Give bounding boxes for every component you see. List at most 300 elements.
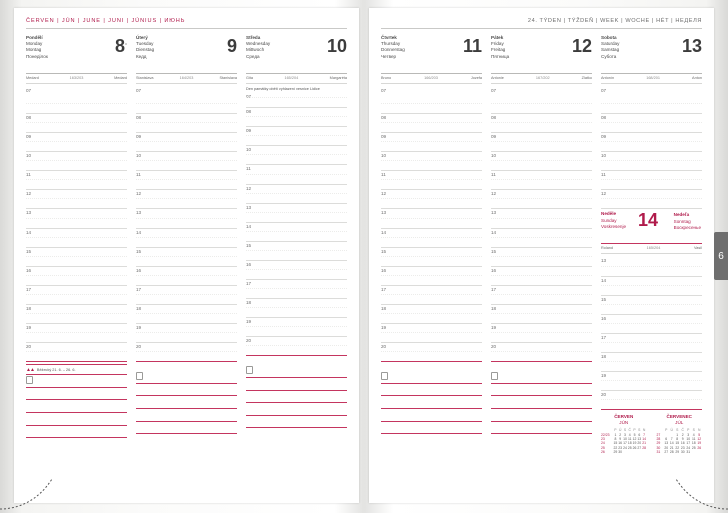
hour-slot[interactable]	[491, 343, 592, 362]
hour-label: 17	[246, 281, 252, 287]
hour-slot[interactable]	[26, 305, 127, 324]
hour-slot[interactable]	[491, 152, 592, 171]
day-number: 8°	[114, 36, 127, 56]
hour-label: 16	[381, 267, 387, 273]
hour-label: 09	[26, 134, 32, 140]
bookmark-icon	[381, 372, 388, 380]
hour-label: 10	[136, 153, 142, 159]
bookmark-icon	[491, 372, 498, 380]
hour-slot[interactable]	[601, 334, 702, 353]
day-number: 13	[681, 36, 702, 56]
note-line[interactable]	[381, 422, 482, 435]
mini-calendar-july	[657, 414, 703, 454]
hour-label: 13	[136, 210, 142, 216]
day-name-de: Freitag	[491, 47, 506, 53]
hour-slot[interactable]	[26, 171, 127, 190]
hour-slot[interactable]	[601, 277, 702, 296]
hour-label: 16	[136, 267, 142, 273]
hour-slot[interactable]	[26, 114, 127, 133]
day-name-de: Donnerstag	[381, 47, 405, 53]
day-name-cz: Sobota	[601, 35, 617, 40]
week-note-text: Běžecký 21. 6. – 26. 6.	[36, 367, 76, 372]
hour-label: 18	[491, 305, 497, 311]
hour-slot[interactable]	[26, 209, 127, 228]
bookmark-icon	[136, 372, 143, 380]
day-name-cz: Pondělí	[26, 35, 43, 40]
hour-label: 15	[491, 248, 497, 254]
hour-label: 11	[136, 172, 141, 178]
hour-label: 15	[601, 296, 607, 302]
nameday-row	[381, 74, 482, 84]
nameday-right: Vasil	[694, 246, 702, 251]
hour-slot[interactable]	[601, 391, 702, 410]
day-number: 9	[226, 36, 237, 56]
hour-label: 12	[246, 185, 252, 191]
note-line[interactable]	[491, 396, 592, 409]
hour-label: 17	[136, 286, 142, 292]
hour-label: 18	[381, 305, 387, 311]
hour-slot[interactable]	[136, 229, 237, 248]
hour-slot[interactable]	[381, 87, 482, 114]
hour-slot[interactable]	[136, 286, 237, 305]
hour-label: 07	[246, 94, 252, 100]
day-name-de: Dienstag	[136, 47, 155, 53]
note-line[interactable]	[381, 396, 482, 409]
month-tab-6[interactable]: 6	[714, 232, 728, 280]
hour-label: 07	[491, 88, 497, 93]
hour-label: 09	[246, 128, 252, 134]
hour-slot[interactable]	[26, 267, 127, 286]
hour-label: 11	[491, 172, 496, 178]
holiday-note: Den památky obětí vyhlazení vesnice Lidice	[246, 87, 320, 91]
hour-label: 12	[601, 191, 607, 197]
degree-mark: °	[125, 43, 127, 49]
hour-slot[interactable]	[491, 171, 592, 190]
day-name-en: Tuesday	[136, 41, 154, 47]
hour-slot[interactable]	[381, 133, 482, 152]
nameday-left: Antonie	[491, 76, 504, 80]
hour-slots-sunday	[601, 257, 702, 410]
hour-slot[interactable]	[26, 87, 127, 114]
note-line[interactable]	[246, 403, 347, 416]
hour-slot[interactable]	[601, 353, 702, 372]
hour-label: 07	[601, 88, 607, 93]
mini-week-row: 26 29 30	[601, 450, 623, 455]
day-name-de: Montag	[26, 47, 42, 53]
note-line[interactable]	[246, 391, 347, 404]
hour-slot[interactable]	[136, 87, 237, 114]
hour-label: 17	[491, 286, 497, 292]
hour-label: 13	[601, 258, 607, 264]
hour-slot[interactable]	[246, 261, 347, 280]
day-of-year: 164/203	[179, 76, 194, 80]
hour-label: 11	[26, 172, 31, 178]
nameday-left: Bruno	[381, 76, 392, 80]
mini-calendar-table-july: P Ú S Č P S N 27 1 2 3 4 5 28 6 7 8 9 10 11 12 29 13 14 15 16 17 18 19 30 20 21 22 23 24 25 26 31 27 28 29 30 31	[656, 428, 702, 455]
hour-slot[interactable]	[601, 114, 702, 133]
day-name-cz: Čtvrtek	[381, 35, 397, 40]
hour-label: 13	[381, 210, 387, 216]
mini-week-row: 23 8 9 10 11 12 13 14	[601, 437, 646, 442]
day-names	[136, 35, 237, 60]
hour-slot[interactable]	[136, 152, 237, 171]
day-of-year: 167/202	[535, 76, 550, 80]
nameday-row	[136, 74, 237, 84]
hour-label: 16	[601, 315, 607, 321]
day-column-weekend	[601, 35, 702, 455]
hour-slot[interactable]	[246, 127, 347, 146]
hour-slot[interactable]	[601, 87, 702, 114]
hour-label: 13	[491, 210, 497, 216]
hour-slot[interactable]	[246, 337, 347, 356]
day-name-en: Monday	[26, 41, 43, 47]
hour-slot[interactable]	[381, 171, 482, 190]
hour-slot[interactable]	[26, 324, 127, 343]
mini-calendars	[601, 414, 702, 454]
day-of-year: 166/203	[424, 76, 438, 80]
note-lines[interactable]	[246, 365, 347, 428]
day-column-thursday	[381, 35, 482, 455]
nameday-left: Gita	[246, 76, 253, 80]
hour-label: 19	[136, 325, 142, 331]
hour-slot[interactable]	[601, 190, 702, 209]
day-name-ru: Четвер	[381, 53, 397, 59]
nameday-right: Stanislava	[219, 76, 237, 80]
hour-label: 18	[601, 353, 607, 359]
day-name-ru: Среда	[246, 53, 260, 59]
hour-slot[interactable]	[381, 152, 482, 171]
sunday-block	[601, 211, 702, 254]
hour-label: 17	[26, 286, 32, 292]
hour-label: 14	[601, 277, 607, 283]
hour-slot[interactable]	[381, 114, 482, 133]
bookmark-icon	[26, 376, 33, 384]
day-header	[246, 35, 347, 74]
hour-slot[interactable]	[136, 171, 237, 190]
hour-label: 15	[381, 248, 387, 254]
day-name-cz-sk: Nedeľa	[673, 212, 690, 218]
nameday-right: Jozefa	[470, 76, 482, 80]
sunday-header	[601, 211, 702, 244]
mini-calendar-table-june: P Ú S Č P S N 22/23 1 2 3 4 5 6 7 23 8 9 10 11 12 13 14 24 15 16 17 18 19 20 21 25 22 23 24 25 26 27 28 26 29 30	[601, 428, 646, 455]
hour-slot[interactable]	[381, 305, 482, 324]
note-line[interactable]	[491, 371, 592, 384]
hour-slot[interactable]	[136, 114, 237, 133]
hour-label: 18	[26, 305, 32, 311]
hour-slot[interactable]	[491, 190, 592, 209]
nameday-left: Stanislava	[136, 76, 154, 80]
hour-label: 16	[26, 267, 32, 273]
hour-slot[interactable]	[491, 114, 592, 133]
hour-label: 14	[381, 229, 387, 235]
hour-label: 11	[601, 172, 606, 178]
nameday-row	[246, 74, 347, 84]
hour-label: 17	[381, 286, 387, 292]
hour-label: 11	[381, 172, 386, 178]
hour-label: 20	[136, 344, 142, 350]
right-week-header: 24. TÝDEN | TÝŽDEŇ | WEEK | WOCHE | HÉT | НЕДЕЛЯ	[381, 18, 702, 29]
hour-label: 10	[491, 153, 497, 159]
day-name-en: Thursday	[381, 41, 401, 47]
week-note	[26, 364, 127, 375]
day-name-cz: Středa	[246, 35, 261, 40]
mini-week-row: 22/23 1 2 3 4 5 6 7	[601, 432, 646, 437]
hour-slot[interactable]	[491, 229, 592, 248]
hour-slot[interactable]	[381, 286, 482, 305]
hour-label: 08	[246, 109, 252, 115]
hour-slot[interactable]	[491, 324, 592, 343]
hour-slots	[381, 87, 482, 362]
note-marker-icon: ▲▲	[26, 366, 34, 373]
hour-label: 12	[381, 191, 387, 197]
hour-slot[interactable]	[381, 248, 482, 267]
bookmark-icon	[246, 366, 253, 374]
hour-slot[interactable]	[381, 343, 482, 362]
hour-label: 10	[601, 153, 607, 159]
hour-slot[interactable]	[246, 223, 347, 242]
hour-label: 13	[246, 204, 252, 210]
hour-slot[interactable]	[381, 267, 482, 286]
note-line[interactable]	[136, 409, 237, 422]
note-line[interactable]	[381, 409, 482, 422]
hour-label: 07	[26, 88, 32, 93]
note-line[interactable]	[26, 426, 127, 439]
hour-slot[interactable]	[246, 204, 347, 223]
hour-slot[interactable]	[601, 315, 702, 334]
note-lines[interactable]	[381, 371, 482, 434]
mini-week-row: 30 20 21 22 23 24 25 26	[656, 445, 702, 450]
hour-label: 07	[381, 88, 387, 93]
sunday-number: 14	[637, 210, 658, 231]
hour-slot[interactable]	[246, 93, 347, 108]
hour-slot[interactable]	[246, 280, 347, 299]
note-line[interactable]	[491, 422, 592, 435]
hour-slot[interactable]	[381, 209, 482, 228]
day-header	[491, 35, 592, 74]
mini-calendar-june	[601, 414, 647, 454]
hour-label: 08	[381, 115, 387, 120]
hour-slot[interactable]	[136, 190, 237, 209]
day-name-ru2: Воскресенье	[673, 224, 701, 230]
hour-slot[interactable]	[136, 267, 237, 286]
nameday-row	[491, 74, 592, 84]
day-of-year: 165/204	[646, 246, 661, 251]
day-column-tuesday	[136, 35, 237, 438]
day-column-wednesday	[246, 35, 347, 438]
hour-label: 10	[26, 153, 32, 159]
hour-slot[interactable]	[601, 133, 702, 152]
mini-week-row: 27 1 2 3 4 5	[656, 432, 701, 437]
hour-label: 08	[491, 115, 497, 120]
note-line[interactable]	[381, 384, 482, 397]
day-name-cz: Neděle	[601, 211, 617, 217]
hour-label: 11	[246, 166, 251, 172]
day-of-year: 165/204	[284, 76, 299, 80]
right-day-columns	[381, 35, 702, 455]
hour-slot[interactable]	[136, 324, 237, 343]
day-header	[381, 35, 482, 74]
hour-label: 20	[246, 338, 252, 344]
hour-slot[interactable]	[491, 305, 592, 324]
note-lines[interactable]	[136, 371, 237, 434]
hour-label: 16	[246, 261, 252, 267]
hour-slot[interactable]	[26, 152, 127, 171]
nameday-row	[601, 74, 702, 84]
hour-slot[interactable]	[136, 133, 237, 152]
note-line[interactable]	[246, 416, 347, 429]
note-line[interactable]	[26, 413, 127, 426]
note-line[interactable]	[136, 422, 237, 435]
hour-label: 15	[26, 248, 32, 254]
hour-slots	[26, 87, 127, 362]
hour-label: 09	[491, 134, 497, 140]
hour-slot[interactable]	[381, 190, 482, 209]
note-line[interactable]	[136, 396, 237, 409]
day-name-de: Sonntag	[673, 218, 691, 224]
nameday-right: Medard	[114, 76, 127, 80]
hour-slot[interactable]	[246, 108, 347, 127]
hour-label: 19	[246, 319, 252, 325]
hour-slot[interactable]	[136, 305, 237, 324]
mini-week-row: 31 27 28 29 30 31	[656, 450, 691, 455]
day-of-year: 168/201	[646, 76, 660, 80]
hour-slot[interactable]	[601, 257, 702, 276]
note-line[interactable]	[136, 371, 237, 384]
note-line[interactable]	[26, 388, 127, 401]
hour-slot[interactable]	[381, 324, 482, 343]
day-name-ru: Пятница	[491, 53, 510, 59]
day-names	[26, 35, 127, 60]
nameday-left: Roland	[601, 246, 614, 251]
left-month-header: ČERVEN | JÚN | JUNE | JUNI | JÚNIUS | ИЮНЬ	[26, 18, 347, 29]
hour-slot[interactable]	[601, 372, 702, 391]
hour-label: 15	[136, 248, 142, 254]
day-name-en: Friday	[491, 41, 504, 47]
hour-label: 20	[26, 344, 32, 350]
day-name-en: Wednesday	[246, 41, 271, 47]
hour-label: 15	[246, 242, 252, 248]
nameday-left: Medard	[26, 76, 39, 80]
hour-label: 19	[601, 373, 607, 379]
hour-label: 09	[601, 134, 607, 140]
hour-slot[interactable]	[26, 343, 127, 362]
hour-slot[interactable]	[246, 165, 347, 184]
hour-label: 16	[491, 267, 497, 273]
hour-label: 08	[26, 115, 32, 120]
hour-slots	[136, 87, 237, 362]
hour-label: 14	[246, 223, 252, 229]
day-column-friday	[491, 35, 592, 455]
hour-label: 09	[136, 134, 142, 140]
day-name-ru: Понеділок	[26, 53, 48, 59]
hour-slots	[491, 87, 592, 362]
note-lines[interactable]	[491, 371, 592, 434]
day-name-ru: Voskresenje	[601, 223, 627, 229]
hour-label: 10	[246, 147, 252, 153]
day-name-cz: Pátek	[491, 35, 504, 40]
day-name-ru: Кедд	[136, 53, 147, 59]
hour-slot[interactable]	[601, 171, 702, 190]
day-name-de: Mittwoch	[246, 47, 265, 53]
note-line[interactable]	[136, 384, 237, 397]
hour-slot[interactable]	[26, 229, 127, 248]
note-line[interactable]	[491, 384, 592, 397]
day-column-monday	[26, 35, 127, 438]
note-line[interactable]	[26, 375, 127, 388]
nameday-row-sunday	[601, 244, 702, 254]
nameday-row	[26, 74, 127, 84]
hour-slot[interactable]	[601, 152, 702, 171]
day-number: 12	[571, 36, 592, 56]
note-line[interactable]	[246, 378, 347, 391]
hour-slot[interactable]	[26, 248, 127, 267]
hour-slot[interactable]	[491, 209, 592, 228]
hour-slot[interactable]	[246, 185, 347, 204]
hour-slot[interactable]	[26, 133, 127, 152]
hour-label: 09	[381, 134, 387, 140]
hour-slot[interactable]	[381, 229, 482, 248]
mini-week-row: 29 13 14 15 16 17 18 19	[656, 441, 702, 446]
hour-label: 20	[601, 392, 607, 398]
hour-slot[interactable]	[136, 209, 237, 228]
hour-slot[interactable]	[246, 242, 347, 261]
mini-week-row: 25 22 23 24 25 26 27 28	[601, 445, 646, 450]
note-line[interactable]	[246, 365, 347, 378]
hour-slot[interactable]	[246, 299, 347, 318]
note-lines[interactable]	[26, 375, 127, 438]
hour-slot[interactable]	[491, 87, 592, 114]
hour-label: 18	[136, 305, 142, 311]
hour-label: 18	[246, 300, 252, 306]
hour-label: 07	[136, 88, 142, 93]
hour-label: 12	[26, 191, 32, 197]
hour-slot[interactable]	[246, 318, 347, 337]
nameday-right: Anton	[692, 76, 702, 80]
hour-label: 14	[136, 229, 142, 235]
hour-label: 19	[381, 325, 387, 331]
day-name-en: Sunday	[601, 217, 617, 223]
hour-slot[interactable]	[491, 133, 592, 152]
hour-slot[interactable]	[26, 286, 127, 305]
hour-slot[interactable]	[136, 343, 237, 362]
day-name-ru: Субота	[601, 53, 617, 59]
hour-label: 12	[136, 191, 142, 197]
day-header	[601, 35, 702, 74]
hour-slots-saturday	[601, 87, 702, 209]
hour-slot[interactable]	[491, 248, 592, 267]
hour-slot[interactable]	[136, 248, 237, 267]
hour-label: 20	[381, 344, 387, 350]
note-line[interactable]	[26, 400, 127, 413]
hour-slot[interactable]	[491, 267, 592, 286]
hour-label: 08	[601, 115, 607, 120]
hour-slot[interactable]	[26, 190, 127, 209]
mini-week-row: 24 15 16 17 18 19 20 21	[601, 441, 646, 446]
day-header	[136, 35, 237, 74]
hour-slot[interactable]	[246, 146, 347, 165]
hour-slot[interactable]	[601, 296, 702, 315]
hour-label: 13	[26, 210, 32, 216]
day-name-en: Saturday	[601, 41, 620, 47]
hour-label: 19	[491, 325, 497, 331]
right-page	[369, 8, 714, 503]
hour-label: 12	[491, 191, 497, 197]
hour-slot[interactable]	[491, 286, 592, 305]
hour-label: 17	[601, 334, 607, 340]
note-line[interactable]	[491, 409, 592, 422]
nameday-right: Zlatko	[581, 76, 592, 80]
note-line[interactable]	[381, 371, 482, 384]
